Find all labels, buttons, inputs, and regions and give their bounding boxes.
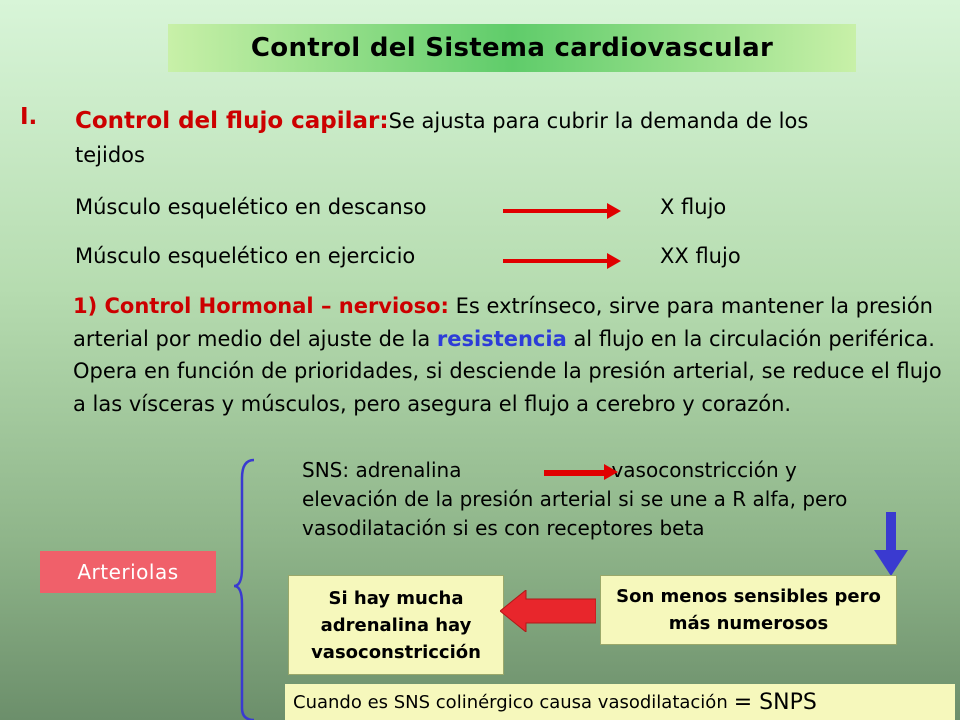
cholinergic-box bbox=[285, 684, 955, 720]
arteriolas-tag bbox=[40, 551, 216, 593]
sns-part2: vasoconstricción y bbox=[611, 458, 797, 482]
sns-text bbox=[302, 456, 942, 543]
curly-brace-icon bbox=[232, 458, 262, 720]
arrow-left-icon bbox=[500, 590, 596, 632]
row-exercise-result: XX flujo bbox=[660, 244, 741, 268]
arrow-right-icon bbox=[503, 209, 609, 213]
adrenaline-box bbox=[288, 575, 504, 675]
cholinergic-eq: = SNPS bbox=[733, 689, 817, 715]
section-intro-text: Se ajusta para cubrir la demanda de los bbox=[388, 109, 809, 133]
receptors-box-text: Son menos sensibles pero más numerosos bbox=[616, 586, 881, 634]
cholinergic-text: Cuando es SNS colinérgico causa vasodilatación bbox=[293, 691, 728, 713]
arrow-right-icon bbox=[544, 470, 606, 476]
section-heading: Control del flujo capilar: bbox=[75, 108, 389, 134]
sns-part1: SNS: adrenalina bbox=[302, 458, 462, 482]
row-exercise-label: Músculo esquelético en ejercicio bbox=[75, 244, 416, 268]
section-number: I. bbox=[20, 104, 38, 130]
paragraph-lead: 1) Control Hormonal – nervioso: bbox=[73, 294, 449, 318]
control-paragraph bbox=[73, 290, 953, 420]
paragraph-text-a: Es extrínseco, sirve para mantener la presión arterial por medio del ajuste de la bbox=[73, 294, 933, 351]
adrenaline-box-text: Si hay mucha adrenalina hay vasoconstricción bbox=[311, 587, 481, 663]
paragraph-highlight: resistencia bbox=[436, 326, 567, 351]
arrow-right-icon bbox=[503, 259, 609, 263]
arteriolas-label: Arteriolas bbox=[77, 560, 179, 584]
slide-title-text: Control del Sistema cardiovascular bbox=[250, 33, 774, 63]
slide-title bbox=[168, 24, 856, 72]
receptors-box bbox=[600, 575, 897, 645]
row-rest-result: X flujo bbox=[660, 195, 727, 219]
sns-rest: elevación de la presión arterial si se une a R alfa, pero vasodilatación si es con receptores beta bbox=[302, 487, 848, 540]
paragraph-text-b: al flujo en la circulación periférica. Opera en función de prioridades, si desciende la presión arterial, se reduce el flujo a las vísceras y músculos, pero asegura el flujo a cerebro y corazón. bbox=[73, 326, 942, 416]
arrow-down-icon bbox=[874, 512, 908, 576]
section-intro-text-2: tejidos bbox=[75, 143, 145, 167]
section-intro bbox=[75, 104, 935, 172]
row-rest-label: Músculo esquelético en descanso bbox=[75, 195, 427, 219]
